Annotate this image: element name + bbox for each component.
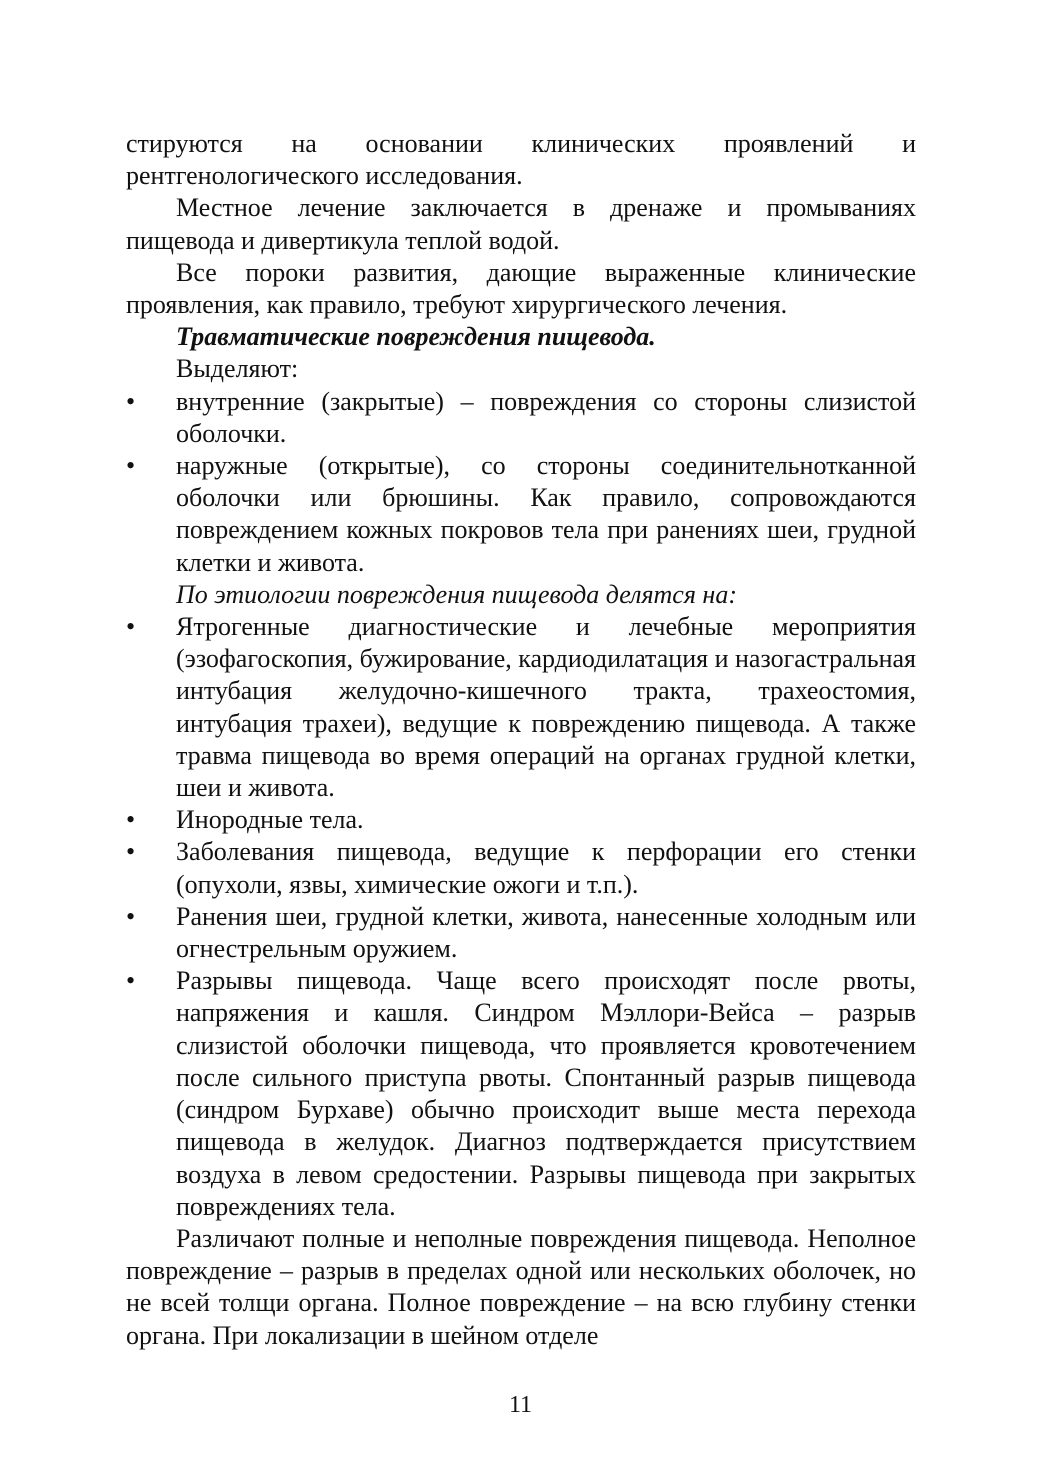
bullet-icon: • [126, 966, 136, 996]
list-item [126, 965, 916, 1223]
bullet-icon: • [126, 805, 136, 835]
paragraph-injury-types: Различают полные и неполные повреждения пищевода. Неполное повреждение – разрыв в пределах одной или нескольких оболочек, но не всей толщи органа. Полное повреждение – на всю глубину стенки органа. При локализации в шейном отделе [126, 1223, 916, 1350]
etiology-heading: По этиологии повреждения пищевода делятся на: [176, 579, 737, 609]
bullet-icon: • [126, 451, 136, 481]
list-item-text: Ятрогенные диагностические и лечебные мероприятия (эзофагоскопия, бужирование, кардиодилатация и назогастральная интубация желудочно-кишечного тракта, трахеостомия, интубация трахеи), ведущие к повреждению пищевода. А также травма пищевода во время операций на органах грудной клетки, шеи и живота. [176, 612, 916, 803]
etiology-list [126, 611, 916, 1223]
list-item-text: Заболевания пищевода, ведущие к перфорации его стенки (опухоли, язвы, химические ожоги и т.п.). [176, 837, 916, 899]
list-item [126, 611, 916, 804]
list-item-text: Инородные тела. [176, 805, 364, 835]
list-item [126, 450, 916, 579]
list-item [126, 901, 916, 965]
bullet-icon: • [126, 386, 136, 416]
list-item-text: внутренние (закрытые) – повреждения со стороны слизистой оболочки. [176, 386, 916, 448]
list-item [126, 386, 916, 450]
list-item [126, 836, 916, 900]
list-item-text: Разрывы пищевода. Чаще всего происходят после рвоты, напряжения и кашля. Синдром Мэллори-Вейса – разрыв слизистой оболочки пищевода, что проявляется кровотечением после сильного приступа рвоты. Спонтанный разрыв пищевода (синдром Бурхаве) обычно происходит выше места перехода пищевода в желудок. Диагноз подтверждается присутствием воздуха в левом средостении. Разрывы пищевода при закрытых повреждениях тела. [176, 966, 916, 1221]
intro-label: Выделяют: [176, 354, 299, 384]
bullet-icon: • [126, 901, 136, 931]
bullet-icon: • [126, 837, 136, 867]
bullet-icon: • [126, 612, 136, 642]
list-item-text: Ранения шеи, грудной клетки, живота, нанесенные холодным или огнестрельным оружием. [176, 901, 916, 964]
paragraph-malformations: Все пороки развития, дающие выраженные клинические проявления, как правило, требуют хирургического лечения. [126, 257, 916, 320]
section-heading: Травматические повреждения пищевода. [176, 322, 656, 352]
list-item-text: наружные (открытые), со стороны соединительнотканной оболочки или брюшины. Как правило, сопровождаются повреждением кожных покровов тела при ранениях шеи, грудной клетки и живота. [176, 451, 916, 577]
page-body [126, 128, 916, 1352]
page-number: 11 [508, 1392, 533, 1418]
list-item [126, 804, 916, 836]
paragraph-continuation: стируются на основании клинических проявлений и рентгенологического исследования. [126, 129, 916, 191]
paragraph-local-treatment: Местное лечение заключается в дренаже и промываниях пищевода и дивертикула теплой водой. [126, 193, 916, 255]
types-list [126, 386, 916, 579]
